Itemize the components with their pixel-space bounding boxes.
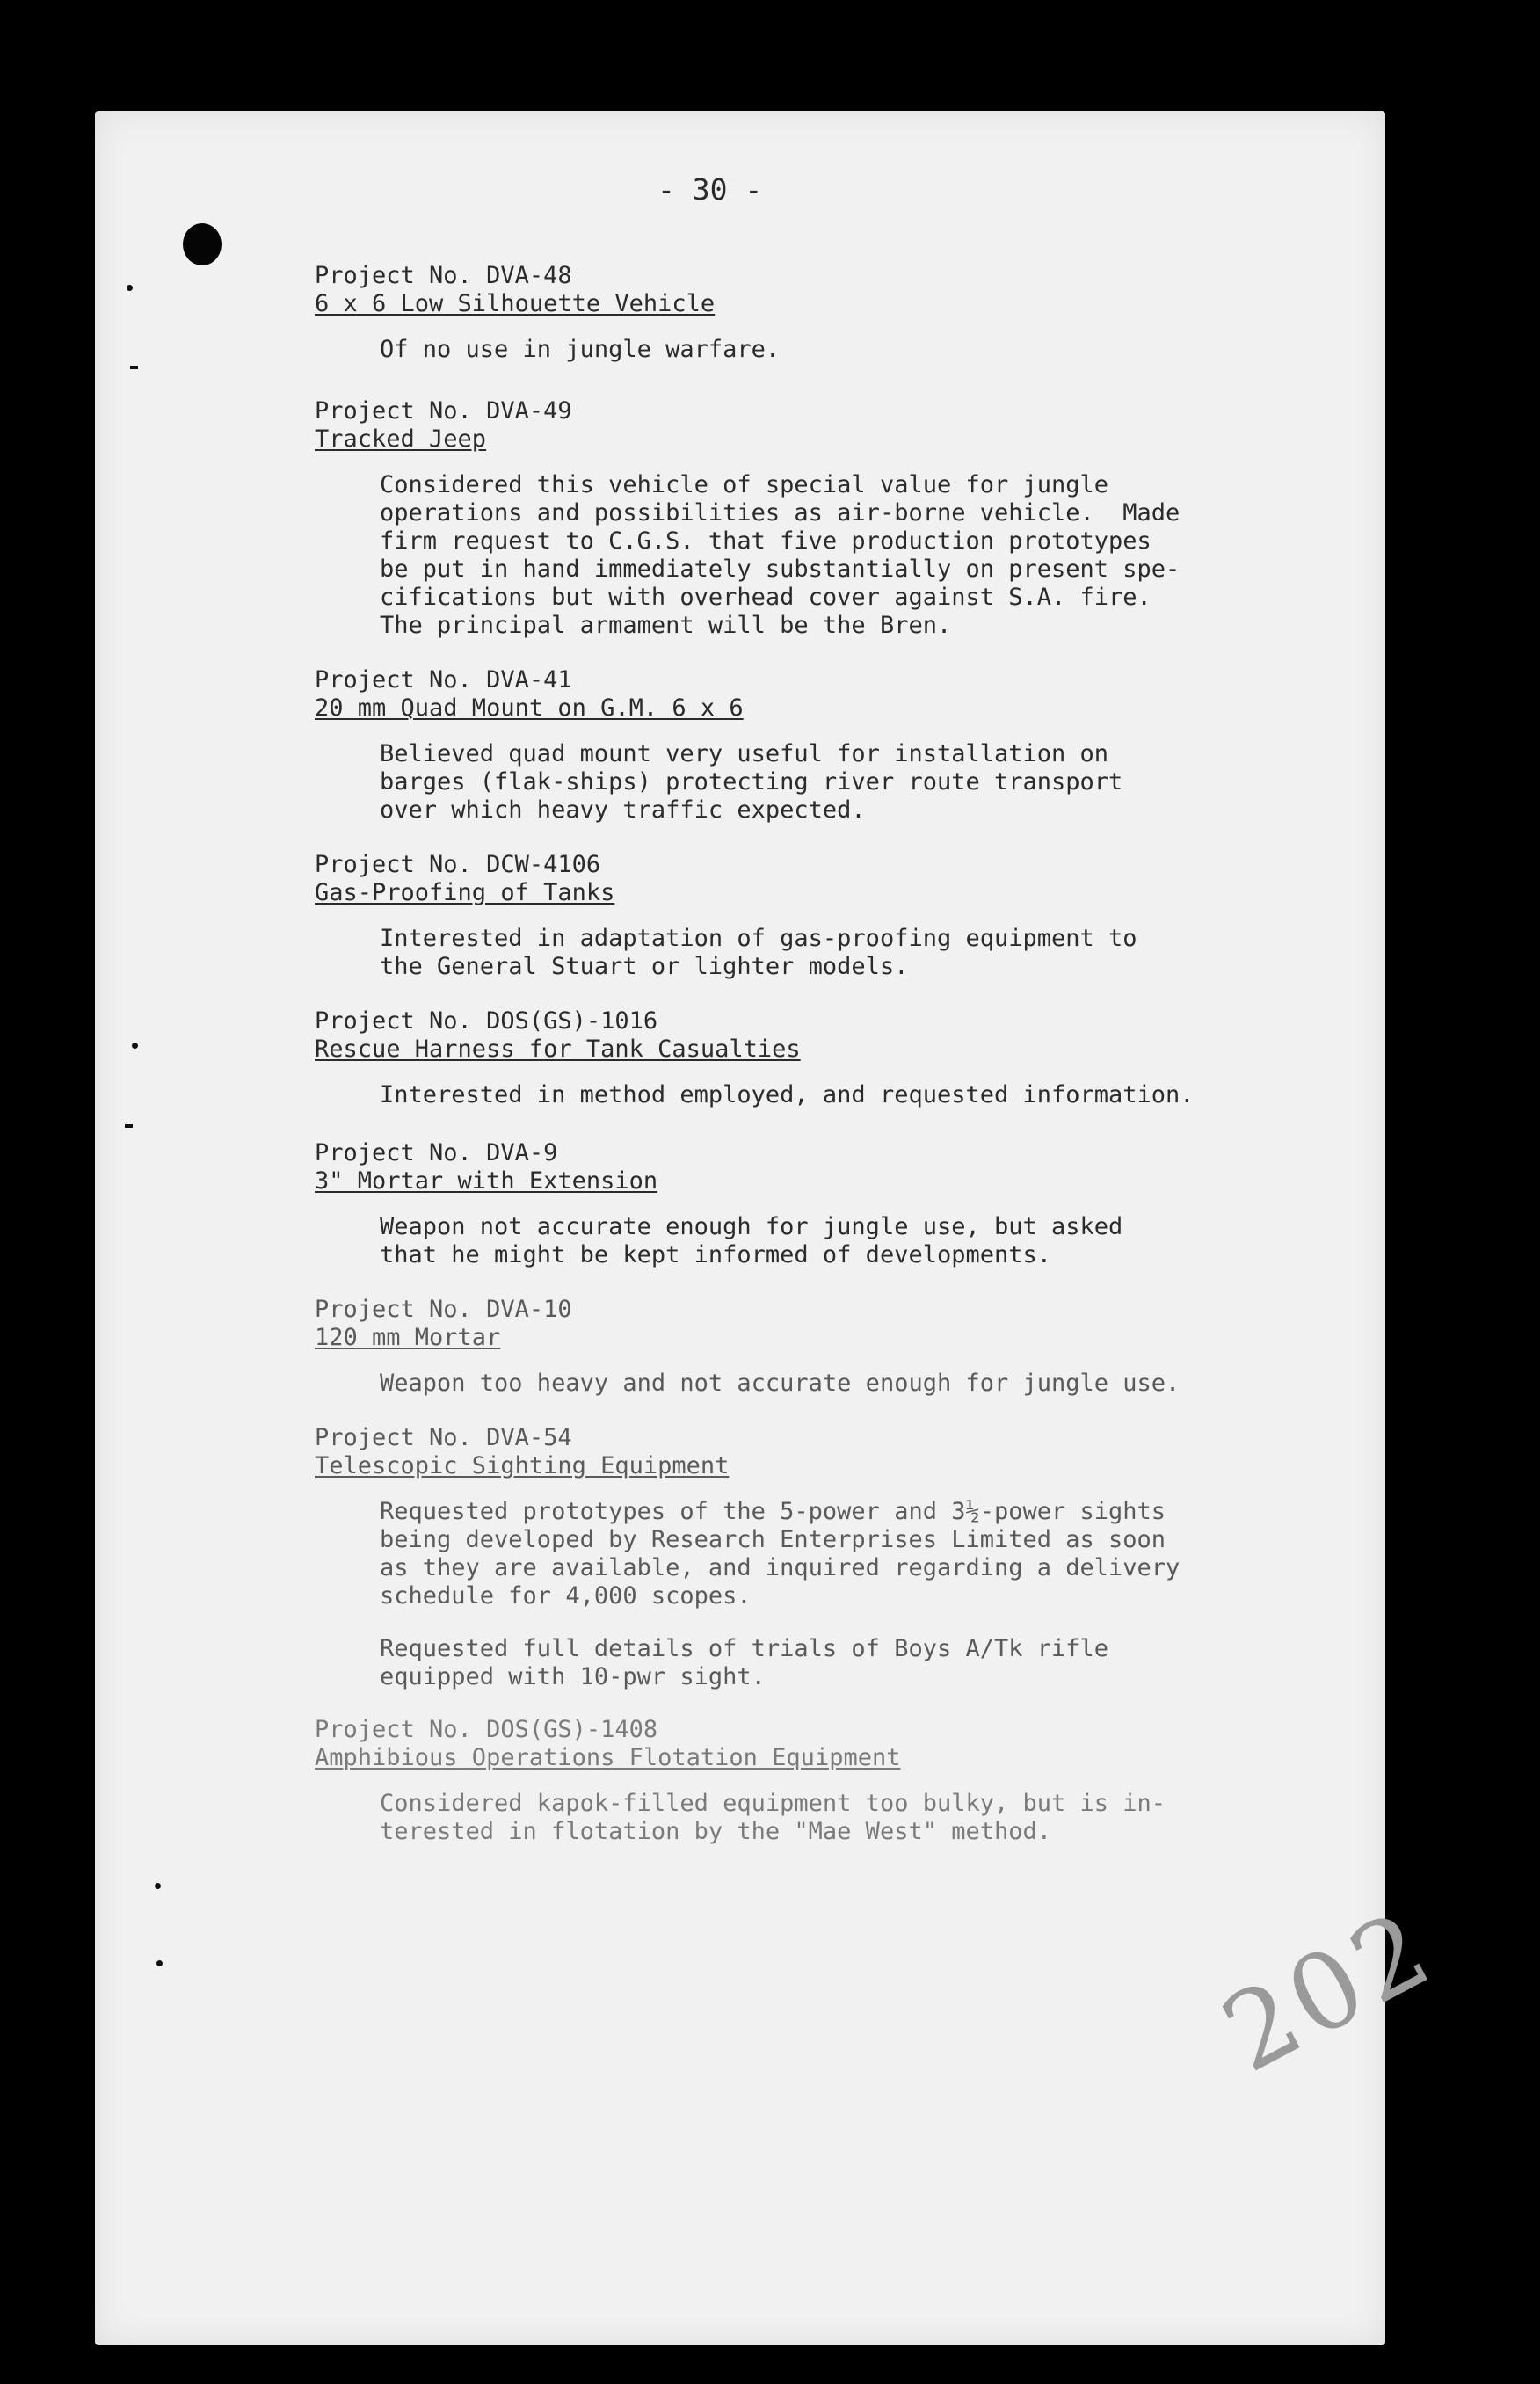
- handwritten-page-number: 202: [1203, 1886, 1454, 2097]
- project-title: Gas-Proofing of Tanks: [315, 879, 615, 906]
- project-title: Rescue Harness for Tank Casualties: [315, 1036, 801, 1063]
- project-note: Interested in method employed, and requested information.: [380, 1081, 1195, 1108]
- project-number: Project No. DOS(GS)-1408: [315, 1716, 658, 1743]
- project-note: Weapon too heavy and not accurate enough for jungle use.: [380, 1370, 1180, 1397]
- project-number: Project No. DVA-10: [315, 1296, 572, 1323]
- project-number: Project No. DVA-54: [315, 1424, 572, 1451]
- project-note: Considered kapok-filled equipment too bulky, but is in- terested in flotation by the "Mae West" method.: [380, 1790, 1166, 1845]
- project-note: Weapon not accurate enough for jungle use, but asked that he might be kept informed of developments.: [380, 1213, 1123, 1268]
- project-title: Telescopic Sighting Equipment: [315, 1452, 730, 1479]
- project-entry: [315, 1716, 1369, 1846]
- project-number: Project No. DCW-4106: [315, 851, 601, 878]
- project-entry: [315, 1007, 1369, 1109]
- project-entry: [315, 1139, 1369, 1269]
- project-entry: [315, 262, 1369, 364]
- project-number: Project No. DOS(GS)-1016: [315, 1007, 658, 1035]
- project-entry: [315, 666, 1369, 825]
- project-number: Project No. DVA-49: [315, 397, 572, 425]
- margin-mark: [155, 1883, 161, 1889]
- project-number: Project No. DVA-9: [315, 1139, 558, 1167]
- project-number: Project No. DVA-41: [315, 666, 572, 694]
- punch-hole: [183, 223, 222, 265]
- margin-mark: [132, 1043, 138, 1049]
- project-note: Believed quad mount very useful for installation on barges (flak-ships) protecting river route transport over which heavy traffic expected.: [380, 740, 1123, 824]
- margin-mark: [125, 1124, 133, 1128]
- project-note: Of no use in jungle warfare.: [380, 336, 781, 363]
- project-title: 6 x 6 Low Silhouette Vehicle: [315, 290, 716, 317]
- project-title: Amphibious Operations Flotation Equipment: [315, 1744, 901, 1771]
- project-note: Requested full details of trials of Boys A/Tk rifle equipped with 10-pwr sight.: [380, 1635, 1109, 1690]
- project-entry: [315, 397, 1369, 640]
- project-title: 120 mm Mortar: [315, 1324, 501, 1351]
- project-title: 3" Mortar with Extension: [315, 1167, 658, 1195]
- project-entry: [315, 1296, 1369, 1398]
- project-note: Requested prototypes of the 5-power and 3½-power sights being developed by Research Enterprises Limited as soon as they are available, and inquired regarding a delivery schedule for 4,000 scopes.: [380, 1498, 1180, 1610]
- document-body: [315, 262, 1369, 1846]
- page-number: - 30 -: [657, 172, 763, 207]
- margin-mark: [127, 285, 133, 291]
- document-page: [95, 111, 1454, 2345]
- project-note: Considered this vehicle of special value for jungle operations and possibilities as air-borne vehicle. Made firm request to C.G.S. that five production prototypes be put in hand immediately substantially on present spe- cifications but with overhead cover against S.A. fire. The principal armament will be the Bren.: [380, 471, 1180, 639]
- project-title: Tracked Jeep: [315, 425, 487, 453]
- project-note: Interested in adaptation of gas-proofing equipment to the General Stuart or lighter models.: [380, 925, 1137, 980]
- margin-mark: [130, 366, 138, 369]
- project-title: 20 mm Quad Mount on G.M. 6 x 6: [315, 694, 744, 722]
- project-number: Project No. DVA-48: [315, 262, 572, 289]
- margin-mark: [156, 1960, 163, 1966]
- project-entry: [315, 851, 1369, 981]
- project-entry: [315, 1424, 1369, 1691]
